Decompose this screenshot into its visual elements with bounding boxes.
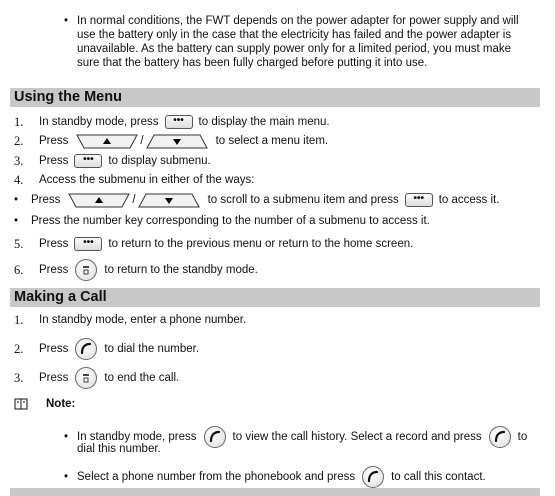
slash: / bbox=[132, 194, 136, 206]
bullet-mark: • bbox=[64, 471, 69, 483]
call-step-1 bbox=[14, 309, 246, 331]
send-key-icon bbox=[75, 338, 97, 360]
bullet-mark: • bbox=[14, 215, 19, 227]
step-text: to display submenu. bbox=[108, 155, 211, 167]
step-text: to end the call. bbox=[104, 372, 180, 384]
menu-key-icon: ••• bbox=[74, 237, 102, 251]
step-number: 2. bbox=[14, 133, 24, 148]
note-text: to call this contact. bbox=[391, 471, 486, 483]
note-item-2 bbox=[64, 466, 486, 488]
menu-step-5 bbox=[14, 233, 413, 255]
menu-key-icon: ••• bbox=[74, 154, 102, 168]
section-heading-menu: Using the Menu bbox=[10, 88, 540, 107]
end-power-key-icon bbox=[75, 367, 97, 389]
step-text: Press bbox=[39, 135, 69, 147]
step-text: to dial the number. bbox=[104, 343, 200, 355]
slash: / bbox=[140, 135, 144, 147]
note-text: In standby mode, press bbox=[77, 431, 197, 443]
step-text: Access the submenu in either of the ways: bbox=[39, 174, 255, 186]
menu-substep-number bbox=[14, 210, 430, 232]
intro-bullet bbox=[64, 14, 534, 70]
call-step-2 bbox=[14, 338, 199, 360]
down-key-icon bbox=[137, 193, 201, 208]
note-title: Note: bbox=[46, 398, 76, 410]
step-text: Press bbox=[39, 343, 69, 355]
intro-line-1: In normal conditions, the FWT depends on the power adapter for power supply and will bbox=[77, 15, 519, 27]
step-number: 4. bbox=[14, 172, 24, 187]
step-number: 3. bbox=[14, 153, 24, 168]
step-number: 3. bbox=[14, 370, 24, 385]
step-text: to scroll to a submenu item and press bbox=[207, 194, 399, 206]
step-number: 1. bbox=[14, 312, 24, 327]
step-text: to display the main menu. bbox=[198, 116, 330, 128]
note-item-1-line2: dial this number. bbox=[77, 443, 161, 455]
end-power-key-icon bbox=[75, 259, 97, 281]
step-text: Press bbox=[39, 238, 69, 250]
bullet-mark: • bbox=[64, 431, 69, 443]
step-text: In standby mode, press bbox=[39, 116, 159, 128]
intro-line-3: unavailable. As the battery can supply power only for a limited period, you must make bbox=[77, 43, 512, 55]
send-key-icon bbox=[489, 426, 511, 448]
menu-key-icon: ••• bbox=[165, 115, 193, 129]
note-text: to bbox=[517, 431, 528, 443]
step-text: to return to the standby mode. bbox=[104, 264, 258, 276]
step-text: to select a menu item. bbox=[215, 135, 329, 147]
bullet-mark: • bbox=[64, 15, 69, 27]
step-text: Press the number key corresponding to the number of a submenu to access it. bbox=[31, 215, 430, 227]
next-section-heading-bar bbox=[10, 488, 540, 496]
book-icon bbox=[14, 398, 28, 410]
step-text: Press bbox=[39, 155, 69, 167]
step-number: 5. bbox=[14, 236, 24, 251]
step-text: Press bbox=[39, 264, 69, 276]
menu-step-4 bbox=[14, 169, 254, 191]
call-step-3 bbox=[14, 367, 179, 389]
bullet-mark: • bbox=[14, 194, 19, 206]
up-key-icon bbox=[75, 134, 139, 149]
menu-step-6 bbox=[14, 259, 258, 281]
step-text: to access it. bbox=[438, 194, 500, 206]
menu-step-2 bbox=[14, 130, 328, 152]
step-text: Press bbox=[39, 372, 69, 384]
send-key-icon bbox=[204, 426, 226, 448]
note-text: to view the call history. Select a record and press bbox=[232, 431, 482, 443]
section-heading-call: Making a Call bbox=[10, 288, 540, 307]
send-key-icon bbox=[362, 466, 384, 488]
step-text: to return to the previous menu or return to the home screen. bbox=[108, 238, 414, 250]
menu-key-icon: ••• bbox=[405, 193, 433, 207]
note-label bbox=[14, 398, 75, 410]
up-key-icon bbox=[67, 193, 131, 208]
intro-line-4: sure that the battery has been fully charged before putting it into use. bbox=[77, 57, 428, 69]
menu-substep-scroll bbox=[14, 189, 499, 211]
intro-line-2: use the battery only in the case that the electricity has failed and the power adapter is bbox=[77, 29, 512, 41]
step-number: 6. bbox=[14, 262, 24, 277]
step-text: In standby mode, enter a phone number. bbox=[39, 314, 247, 326]
step-number: 1. bbox=[14, 114, 24, 129]
note-text: Select a phone number from the phonebook and press bbox=[77, 471, 356, 483]
down-key-icon bbox=[145, 134, 209, 149]
step-number: 2. bbox=[14, 341, 24, 356]
step-text: Press bbox=[31, 194, 61, 206]
